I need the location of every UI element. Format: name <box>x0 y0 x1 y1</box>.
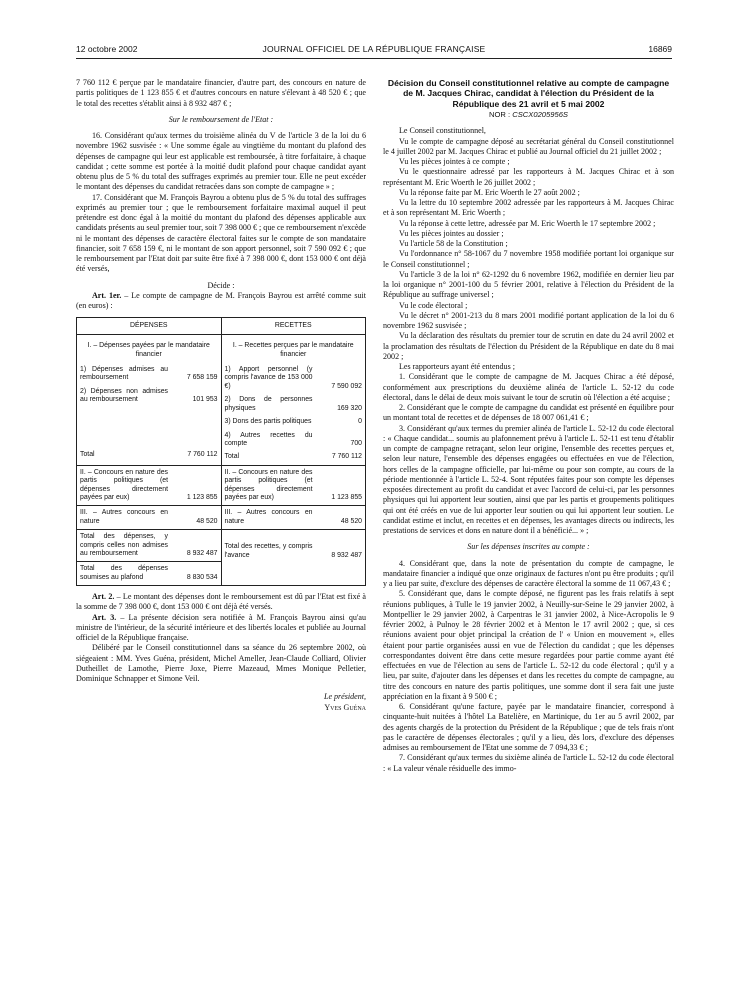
depenses-ii-label: II. – Concours en nature des partis politiques (et dépenses directement payées par eux) <box>80 468 168 501</box>
article-3-label: Art. 3. <box>92 612 117 622</box>
depenses-total-value: 7 760 112 <box>187 450 218 458</box>
table-header-depenses: DÉPENSES <box>77 318 222 335</box>
recettes-4-label: 4) Autres recettes du compte <box>224 431 313 447</box>
nor-code: CSCX0205956S <box>512 110 568 120</box>
visa-6: Vu la réponse à cette lettre, adressée par M. Eric Woerth le 17 septembre 2002 ; <box>399 218 656 228</box>
campaign-account-table <box>76 317 366 586</box>
considerant-1: 1. Considérant que le compte de campagne de M. Jacques Chirac a été déposé, conformément aux prescriptions du deuxième alinéa de l'article L. 52-12 du code électoral, dans le délai de deux mois suivant le tour de scrutin où l'élection a été acquise ; <box>383 372 674 402</box>
section-heading-remboursement: Sur le remboursement de l'Etat : <box>168 114 274 124</box>
decide-heading: Décide : <box>207 280 235 290</box>
table-header-recettes: RECETTES <box>221 318 366 335</box>
visa-11: Vu le code électoral ; <box>399 300 468 310</box>
visa-3: Vu le questionnaire adressé par les rapporteurs à M. Jacques Chirac et à son représentant M. Eric Woerth le 26 juillet 2002 ; <box>383 167 674 187</box>
considerant-7: 7. Considérant qu'aux termes du sixième alinéa de l'article L. 52-12 du code électoral : « La valeur vénale résiduelle des immo- <box>383 753 674 773</box>
article-1-label: Art. 1er. <box>92 290 122 300</box>
depenses-ii-value: 1 123 855 <box>186 493 218 501</box>
depenses-grand-total-value: 8 932 487 <box>186 549 218 557</box>
recettes-4-value: 700 <box>350 439 362 447</box>
signature-role: Le président, <box>323 692 366 702</box>
depenses-i-heading: I. – Dépenses payées par le mandataire financier <box>87 342 210 358</box>
recettes-1-label: 1) Apport personnel (y compris l'avance de 153 000 €) <box>224 366 313 390</box>
visa-7: Vu les pièces jointes au dossier ; <box>399 228 504 238</box>
visa-1: Vu le compte de campagne déposé au secrétariat général du Conseil constitutionnel le 4 juillet 2002 par M. Jacques Chirac et publié au Journal officiel du 21 juillet 2002 ; <box>383 136 674 156</box>
considerant-16: 16. Considérant qu'aux termes du troisième alinéa du V de l'article 3 de la loi du 6 novembre 1962 susvisée : « Une somme égale au vingtième du montant du plafond des dépenses de campagne qui leur est applicable est remboursée, à titre forfaitaire, à chaque candidat ; cette somme est portée à la moitié dudit plafond pour chaque candidat ayant obtenu plus de 5 % du total des suffrages exprimés au premier tour. Elle ne peut excéder le montant des dépenses du candidat retracées dans son compte de campagne » ; <box>76 131 366 192</box>
depenses-iii-value: 48 520 <box>196 517 218 525</box>
recettes-grand-total <box>221 530 366 586</box>
depenses-plafond-label: Total des dépenses soumises au plafond <box>80 565 168 581</box>
nor-reference <box>383 110 674 120</box>
visa-8: Vu l'article 58 de la Constitution ; <box>399 239 508 249</box>
header-date: 12 octobre 2002 <box>76 44 138 54</box>
recettes-grand-total-label: Total des recettes, y compris l'avance <box>224 543 313 559</box>
recettes-2-label: 2) Dons de personnes physiques <box>224 396 313 412</box>
page-header <box>76 44 672 58</box>
deliberation-paragraph: Délibéré par le Conseil constitutionnel dans sa séance du 26 septembre 2002, où siégeaient : MM. Yves Guéna, président, Michel Ameller, Jean-Claude Colliard, Olivier Dutheillet de Lamothe, Pierre Joxe, Pierre Mazeaud, Mmes Monique Pelletier, Dominique Schnapper et Simone Veil. <box>76 643 366 684</box>
visa-14: Les rapporteurs ayant été entendus ; <box>399 362 515 372</box>
depenses-section-iii <box>77 506 222 530</box>
article-1 <box>76 291 366 312</box>
right-column <box>383 78 674 774</box>
header-rule <box>76 58 672 59</box>
recettes-2-value: 169 320 <box>337 404 362 412</box>
recettes-iii-label: III. – Autres concours en nature <box>224 509 313 525</box>
visa-9: Vu l'ordonnance n° 58-1067 du 7 novembre 1958 modifiée portant loi organique sur le Conseil constitutionnel ; <box>383 249 674 269</box>
visa-2: Vu les pièces jointes à ce compte ; <box>399 157 510 167</box>
recettes-i-heading: I. – Recettes perçues par le mandataire financier <box>232 342 354 358</box>
visa-4: Vu la réponse faite par M. Eric Woerth le 27 août 2002 ; <box>399 187 580 197</box>
article-3 <box>76 613 366 644</box>
considerant-5: 5. Considérant que, dans le compte déposé, ne figurent pas les frais relatifs à sept réunions publiques, à Tulle le 19 janvier 2002, à Neuilly-sur-Seine le 29 janvier 2002, à Montpellier le 29 janvier 2002, à Carpentras le 31 janvier 2002, à Nice-Acropolis le 9 février 2002, à Pulnoy le 28 février 2002 et à Menton le 17 avril 2002 ; que, si ces réunions avaient pour objet principal la création de l' « Union en mouvement », elles étaient pour partie organisées aussi en vue de l'élection du candidat ; que les dépenses correspondantes doivent être dans cette mesure regardées pour partie comme ayant été effectuées en vue de l'élection au sens de l'article L. 52-12 du code électoral ; qu'il y a lieu, par suite, d'ajouter dans les dépenses et dans les recettes du compte de campagne, au titre des concours en nature des partis politiques, une somme dont il sera fait une juste appréciation en la fixant à 9 500 € ; <box>383 589 674 701</box>
visa-13: Vu la déclaration des résultats du premier tour de scrutin en date du 24 avril 2002 et la proclamation des résultats de l'élection du Président de la République en date du 8 mai 2002 ; <box>383 331 674 361</box>
section-heading-depenses: Sur les dépenses inscrites au compte : <box>467 542 590 552</box>
considerant-6: 6. Considérant qu'une facture, payée par le mandataire financier, correspond à cinquante-huit nuitées à l'hôtel La Batelière, en Martinique, du 1er au 5 avril 2002, par des agents chargés de la protection du Président de la République ; que de tels frais n'ont pas le caractère de dépenses électorales ; qu'il y a lieu, dès lors, d'exclure des dépenses admises au remboursement de l'Etat une somme de 7 094,33 € ; <box>383 702 674 753</box>
depenses-section-ii <box>77 465 222 506</box>
recettes-section-ii <box>221 465 366 506</box>
visa-5: Vu la lettre du 10 septembre 2002 adressée par les rapporteurs à M. Jacques Chirac et à son représentant M. Eric Woerth ; <box>383 198 674 218</box>
depenses-section-i <box>77 335 222 465</box>
decision-title: Décision du Conseil constitutionnel relative au compte de campagne de M. Jacques Chirac, candidat à l'élection du Président de la République des 21 avril et 5 mai 2002 <box>387 78 670 109</box>
recettes-section-i <box>221 335 366 465</box>
considerant-4: 4. Considérant que, dans la note de présentation du compte de campagne, le mandataire financier a indiqué que onze originaux de factures n'ont pu être produits ; qu'il y a lieu par suite, d'exclure des dépenses de caractère électoral la somme de 11 067,43 € ; <box>383 558 674 589</box>
depenses-2-label: 2) Dépenses non admises au remboursement <box>80 387 168 404</box>
recettes-ii-value: 1 123 855 <box>331 493 362 501</box>
article-2-text: – Le montant des dépenses dont le remboursement est dû par l'Etat est fixé à la somme de 7 398 000 €, dont 153 000 € ont déjà été versés. <box>76 592 366 612</box>
article-1-text: – Le compte de campagne de M. François Bayrou est arrêté comme suit (en euros) : <box>76 290 366 310</box>
depenses-1-label: 1) Dépenses admises au remboursement <box>80 366 168 382</box>
depenses-grand-total-label: Total des dépenses, y compris celles non admises au remboursement <box>80 533 168 557</box>
recettes-grand-total-value: 8 932 487 <box>331 551 362 559</box>
recettes-total-label: Total <box>224 453 240 461</box>
article-2-label: Art. 2. <box>92 592 115 602</box>
recettes-3-label: 3) Dons des partis politiques <box>224 418 312 426</box>
recettes-section-iii <box>221 506 366 530</box>
left-column <box>76 78 366 713</box>
paragraph-recettes-total: 7 760 112 € perçue par le mandataire financier, d'autre part, des concours en nature de partis politiques de 1 123 855 € et d'autres concours en nature s'élevant à 48 520 € ; que le total des recettes s'établit ainsi à 8 932 487 € ; <box>76 78 366 108</box>
visa-intro: Le Conseil constitutionnel, <box>399 126 486 136</box>
depenses-plafond-value: 8 830 534 <box>186 573 218 581</box>
article-3-text: – La présente décision sera notifiée à M. François Bayrou ainsi qu'au ministre de l'intérieur, de la sécurité intérieure et des libertés locales et publiée au Journal officiel de la République française. <box>76 612 366 643</box>
recettes-3-value: 0 <box>358 418 362 426</box>
depenses-total-label: Total <box>80 450 95 458</box>
recettes-1-value: 7 590 092 <box>331 382 362 390</box>
visa-10: Vu l'article 3 de la loi n° 62-1292 du 6 novembre 1962, modifiée en dernier lieu par la loi organique n° 2001-100 du 5 février 2001, relative à l'élection du Président de la République au suffrage universel ; <box>383 269 674 300</box>
article-2 <box>76 592 366 613</box>
depenses-grand-total <box>77 530 222 586</box>
considerant-17: 17. Considérant que M. François Bayrou a obtenu plus de 5 % du total des suffrages exprimés au premier tour ; que le remboursement forfaitaire maximal auquel il peut prétendre est donc égal à la moitié du montant du plafond des dépenses applicable aux candidats présents au seul premier tour, soit 7 398 000 € ; que ce remboursement n'excède ni le montant des dépenses de caractère électoral faites sur le compte de son mandataire financier, soit 7 658 159 €, ni le montant de son apport personnel, soit 7 590 092 € ; que le remboursement par l'Etat doit par suite être fixé à 7 398 000 €, dont 153 000 € ont déjà été versés, <box>76 192 366 274</box>
depenses-1-value: 7 658 159 <box>186 374 218 382</box>
nor-label: NOR : <box>489 110 511 120</box>
recettes-ii-label: II. – Concours en nature des partis politiques (et dépenses directement payées par eux) <box>224 468 313 501</box>
recettes-total-value: 7 760 112 <box>331 453 362 461</box>
depenses-iii-label: III. – Autres concours en nature <box>80 509 168 525</box>
considerant-2: 2. Considérant que le compte de campagne du candidat est présenté en équilibre pour un montant total de recettes et de dépenses de 18 007 061,41 € ; <box>383 403 674 423</box>
visa-12: Vu le décret n° 2001-213 du 8 mars 2001 modifié portant application de la loi du 6 novembre 1962 susvisée ; <box>383 310 674 331</box>
considerant-3: 3. Considérant qu'aux termes du premier alinéa de l'article L. 52-12 du code électoral : « Chaque candidat... soumis au plafonnement prévu à l'article L. 52-11 est tenu d'établir un compte de campagne retraçant, selon leur origine, l'ensemble des recettes perçues et, selon leur nature, l'ensemble des dépenses engagées ou effectuées en vue de l'élection, hors celles de la campagne officielle, par lui-même ou pour son compte, au cours de la période mentionnée à l'article L. 52-4. Sont réputées faites pour son compte les dépenses exposées directement au profit du candidat et avec l'accord de celui-ci, par les personnes physiques qui lui apportent leur soutien, ainsi que par les partis et groupements politiques qui ont été créés en vue de lui apporter leur soutien ou qui lui apportent leur soutien. Le candidat estime et inclut, en recettes et en dépenses, les avantages directs ou indirects, les prestations de services et dons en nature dont il a bénéficié... » ; <box>383 423 674 536</box>
signature-name: Yves Guéna <box>324 702 366 712</box>
recettes-iii-value: 48 520 <box>340 517 362 525</box>
header-page-number: 16869 <box>648 44 672 54</box>
depenses-2-value: 101 953 <box>192 396 218 404</box>
header-journal-title: JOURNAL OFFICIEL DE LA RÉPUBLIQUE FRANÇAISE <box>262 44 486 54</box>
